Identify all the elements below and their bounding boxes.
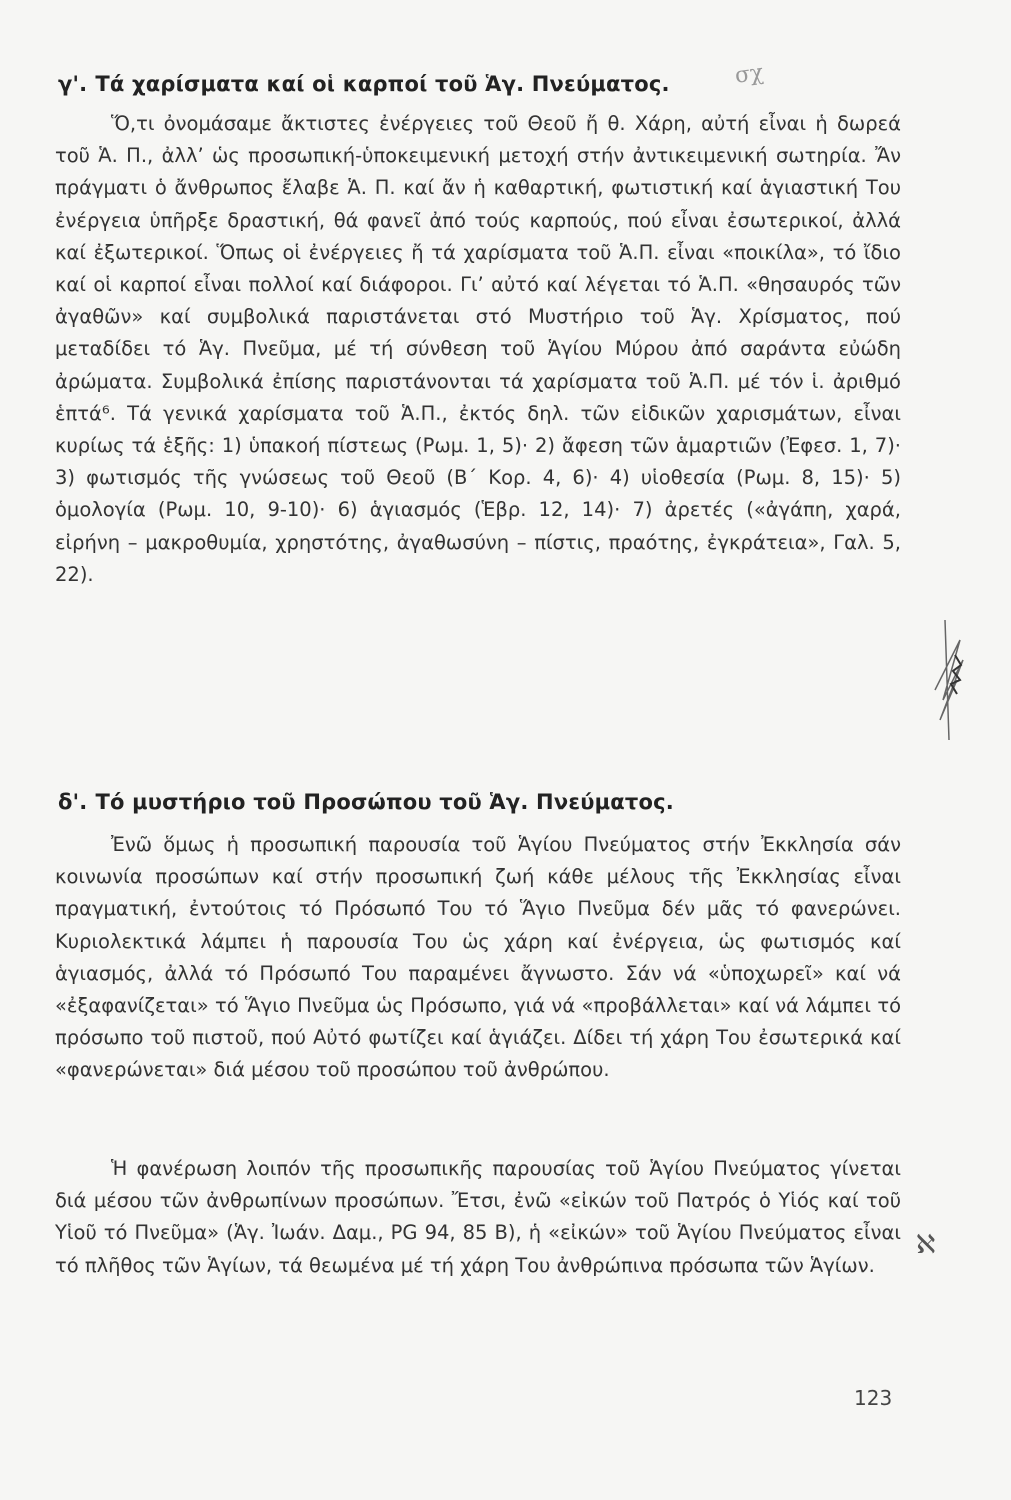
margin-scribble-icon — [905, 600, 965, 750]
section-heading-gamma — [58, 72, 670, 96]
paragraph-text: Ἡ φανέρωση λοιπόν τῆς προσωπικῆς παρουσίας τοῦ Ἁγίου Πνεύματος γίνεται διά μέσου τῶν ἀνθρωπίνων προσώπων. Ἔτσι, ἐνῶ «εἰκών τοῦ Πατρός ὁ Υἱός καί τοῦ Υἱοῦ τό Πνεῦμα» (Ἁγ. Ἰωάν. Δαμ., PG 94, 85 Β), ἡ «εἰκών» τοῦ Ἁγίου Πνεύματος εἶναι τό πλῆθος τῶν Ἁγίων, τά θεωμένα μέ τή χάρη Του ἀνθρώπινα πρόσωπα τῶν Ἁγίων. — [55, 1157, 901, 1277]
paragraph — [55, 108, 901, 591]
section-title: Τά χαρίσματα καί οἱ καρποί τοῦ Ἁγ. Πνεύματος. — [95, 72, 670, 96]
section-number: δ'. — [58, 790, 88, 814]
paragraph — [55, 829, 901, 1087]
paragraph — [55, 1153, 901, 1282]
paragraph-text: Ἐνῶ ὅμως ἡ προσωπική παρουσία τοῦ Ἁγίου Πνεύματος στήν Ἐκκλησία σάν κοινωνία προσώπων καί στήν προσωπική ζωή κάθε μέλους τῆς Ἐκκλησίας εἶναι πραγματική, ἐντούτοις τό Πρόσωπό Του τό Ἅγιο Πνεῦμα δέν μᾶς τό φανερώνει. Κυριολεκτικά λάμπει ἡ παρουσία Του ὡς χάρη καί ἐνέργεια, ὡς φωτισμός καί ἁγιασμός, ἀλλά τό Πρόσωπό Του παραμένει ἄγνωστο. Σάν νά «ὑποχωρεῖ» καί νά «ἐξαφανίζεται» τό Ἅγιο Πνεῦμα ὡς Πρόσωπο, γιά νά «προβάλλεται» καί νά λάμπει τό πρόσωπο τοῦ πιστοῦ, πού Αὐτό φωτίζει καί ἁγιάζει. Δίδει τή χάρη Του ἐσωτερικά καί «φανερώνεται» διά μέσου τοῦ προσώπου τοῦ ἀνθρώπου. — [55, 833, 901, 1082]
page-number: 123 — [854, 1386, 893, 1410]
section-number: γ'. — [58, 72, 88, 96]
section-title: Τό μυστήριο τοῦ Προσώπου τοῦ Ἁγ. Πνεύματος. — [95, 790, 674, 814]
margin-pencil-note: σχ — [733, 60, 765, 89]
paragraph-text: Ὅ,τι ὀνομάσαμε ἄκτιστες ἐνέργειες τοῦ Θεοῦ ἤ θ. Χάρη, αὐτή εἶναι ἡ δωρεά τοῦ Ἁ. Π., ἀλλ’ ὡς προσωπική-ὑποκειμενική μετοχή στήν ἀντικειμενική σωτηρία. Ἄν πράγματι ὁ ἄνθρωπος ἔλαβε Ἁ. Π. καί ἄν ἡ καθαρτική, φωτιστική καί ἁγιαστική Του ἐνέργεια ὑπῆρξε δραστική, θά φανεῖ ἀπό τούς καρπούς, πού εἶναι ἐσωτερικοί, ἀλλά καί ἐξωτερικοί. Ὅπως οἱ ἐνέργειες ἤ τά χαρίσματα τοῦ Ἁ.Π. εἶναι «ποικίλα», τό ἴδιο καί οἱ καρποί εἶναι πολλοί καί διάφοροι. Γι’ αὐτό καί λέγεται τό Ἁ.Π. «θησαυρός τῶν ἀγαθῶν» καί συμβολικά παριστάνεται στό Μυστήριο τοῦ Ἁγ. Χρίσματος, πού μεταδίδει τό Ἁγ. Πνεῦμα, μέ τή σύνθεση τοῦ Ἁγίου Μύρου ἀπό σαράντα εὐώδη ἀρώματα. Συμβολικά ἐπίσης παριστάνονται τά χαρίσματα τοῦ Ἁ.Π. μέ τόν ἱ. ἀριθμό ἑπτά⁶. Τά γενικά χαρίσματα τοῦ Ἁ.Π., ἐκτός δηλ. τῶν εἰδικῶν χαρισμάτων, εἶναι κυρίως τά ἑξῆς: 1) ὑπακοή πίστεως (Ρωμ. 1, 5)· 2) ἄφεση τῶν ἁμαρτιῶν (Ἐφεσ. 1, 7)· 3) φωτισμός τῆς γνώσεως τοῦ Θεοῦ (Β΄ Κορ. 4, 6)· 4) υἱοθεσία (Ρωμ. 8, 15)· 5) ὁμολογία (Ρωμ. 10, 9-10)· 6) ἁγιασμός (Ἑβρ. 12, 14)· 7) ἀρετές («ἀγάπη, χαρά, εἰρήνη – μακροθυμία, χρηστότης, ἀγαθωσύνη – πίστις, πραότης, ἐγκράτεια», Γαλ. 5, 22). — [55, 112, 901, 586]
section-heading-delta — [58, 790, 674, 814]
margin-pencil-mark: ℵ — [916, 1230, 936, 1260]
